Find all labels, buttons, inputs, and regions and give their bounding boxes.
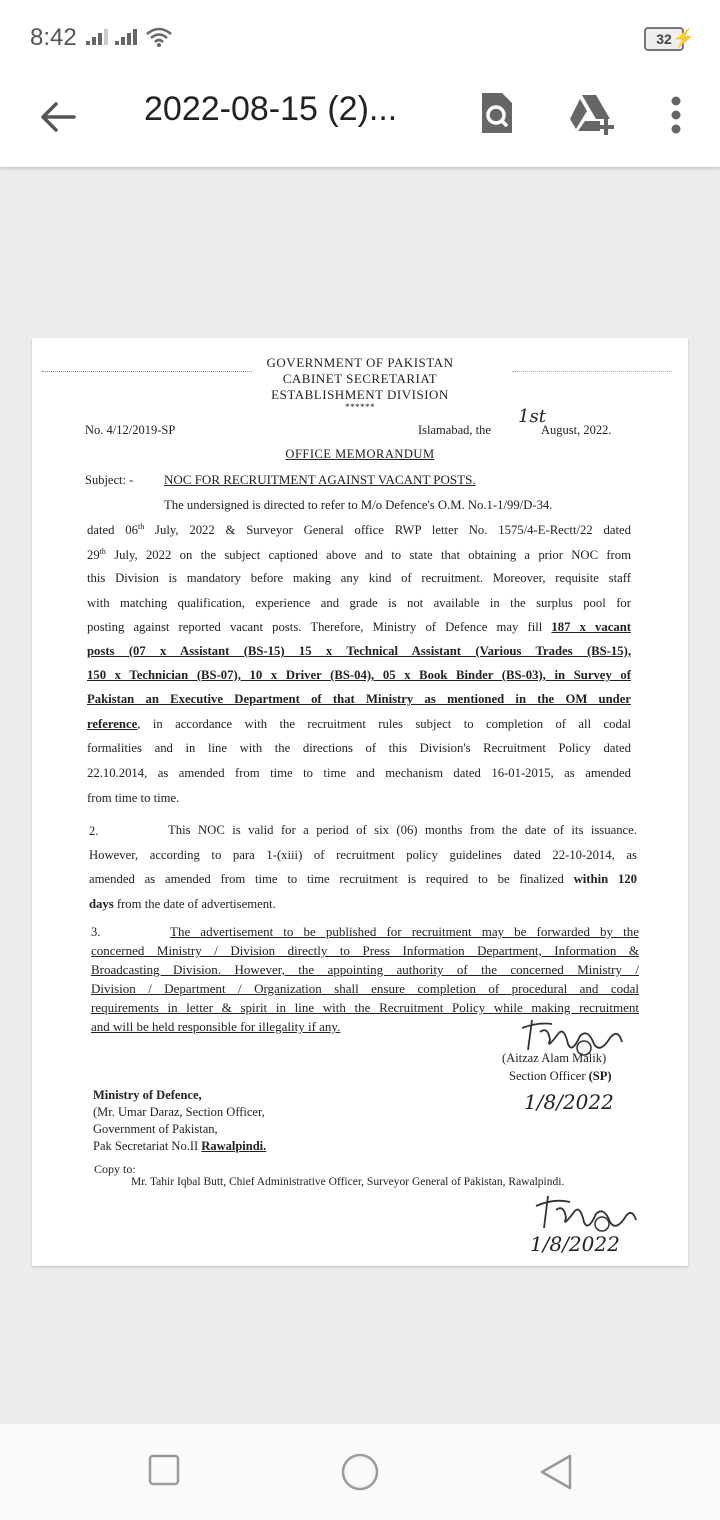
- p3-number: 3.: [91, 925, 101, 939]
- memo-title: OFFICE MEMORANDUM: [285, 447, 435, 461]
- signer-title: Section Officer (SP): [509, 1069, 612, 1083]
- google-drive-add-icon[interactable]: [568, 93, 618, 135]
- p1-line-8: 150 x Technician (BS-07), 10 x Driver (BS-04), 05 x Book Binder (BS-03), in Survey of: [87, 668, 631, 682]
- copy-to-recipient: Mr. Tahir Iqbal Butt, Chief Administrative Officer, Surveyor General of Pakistan, Rawalpindi.: [131, 1176, 565, 1188]
- navigation-bar: [0, 1424, 720, 1520]
- signature-image-2: [532, 1192, 642, 1236]
- signature-date: 1/8/2022: [524, 1090, 614, 1114]
- p3-line-2: concerned Ministry / Division directly to Press Information Department, Information &: [91, 943, 639, 958]
- battery-indicator: 32: [644, 27, 684, 51]
- p3-line-3: Broadcasting Division. However, the appointing authority of the concerned Ministry /: [91, 962, 639, 977]
- addressee-government: Government of Pakistan,: [93, 1122, 218, 1136]
- p3-line-6: and will be held responsible for illegality if any.: [91, 1019, 341, 1034]
- p1-line-11: formalities and in line with the directions of this Division's Recruitment Policy dated: [87, 741, 631, 755]
- handwritten-date: 1st: [518, 406, 546, 427]
- p1-line-4: this Division is mandatory before making any kind of recruitment. Moreover, requisite staff: [87, 571, 631, 585]
- more-options-icon[interactable]: [670, 95, 682, 135]
- subject-label: Subject: -: [85, 473, 134, 487]
- addressee-block: [93, 1087, 266, 1155]
- header-stars: ******: [345, 402, 375, 412]
- p1-line-9: Pakistan an Executive Department of that Ministry as mentioned in the OM under: [87, 692, 631, 706]
- header-cabinet: CABINET SECRETARIAT: [282, 371, 438, 386]
- p1-line-7: posts (07 x Assistant (BS-15) 15 x Technical Assistant (Various Trades (BS-15),: [87, 644, 631, 658]
- back-arrow-icon[interactable]: [36, 95, 80, 139]
- document-date: August, 2022.: [541, 423, 612, 437]
- wifi-icon: [145, 26, 173, 48]
- p1-line-2: dated 06th July, 2022 & Surveyor General office RWP letter No. 1575/4-E-Rectt/22 dated: [87, 522, 631, 538]
- p1-line-10: reference, in accordance with the recruitment rules subject to completion of all codal: [87, 717, 631, 731]
- back-nav-icon[interactable]: [538, 1452, 574, 1492]
- signal-icon: [86, 28, 112, 46]
- copy-to-label: Copy to:: [94, 1162, 136, 1176]
- p3-line-4: Division / Department / Organization shall ensure completion of procedural and codal: [91, 981, 639, 996]
- document-title: 2022-08-15 (2)...: [144, 90, 398, 128]
- p3-line-5: requirements in letter & spirit in line with the Recruitment Policy while making recruitment: [91, 1000, 639, 1015]
- home-icon[interactable]: [340, 1452, 380, 1492]
- p1-line-3: 29th July, 2022 on the subject captioned above and to state that obtaining a prior NOC from: [87, 547, 631, 563]
- addressee-ministry: Ministry of Defence,: [93, 1088, 202, 1102]
- charging-icon: ⚡: [672, 28, 695, 48]
- p3-line-1: The advertisement to be published for recruitment may be forwarded by the: [170, 924, 639, 939]
- document-number: No. 4/12/2019-SP: [85, 423, 176, 437]
- recent-apps-icon[interactable]: [148, 1454, 180, 1486]
- signature-date-2: 1/8/2022: [530, 1232, 620, 1256]
- p2-number: 2.: [89, 824, 99, 838]
- addressee-officer: (Mr. Umar Daraz, Section Officer,: [93, 1105, 265, 1119]
- addressee-secretariat: Pak Secretariat No.II Rawalpindi.: [93, 1139, 267, 1153]
- subject-text: NOC FOR RECRUITMENT AGAINST VACANT POSTS.: [164, 472, 476, 487]
- p2-line-2: However, according to para 1-(xiii) of recruitment policy guidelines dated 22-10-2014, as: [89, 848, 637, 862]
- app-bar: [0, 75, 720, 167]
- p2-line-3: amended as amended from time to time recruitment is required to be finalized within 120: [89, 872, 637, 886]
- status-time: 8:42: [30, 24, 77, 51]
- p1-line-5: with matching qualification, experience and grade is not available in the surplus pool for: [87, 596, 631, 610]
- status-bar: [0, 0, 720, 75]
- search-document-icon[interactable]: [478, 91, 514, 137]
- p1-line-1: The undersigned is directed to refer to M/o Defence's O.M. No.1-1/99/D-34.: [164, 498, 553, 512]
- signer-name: (Aitzaz Alam Malik): [502, 1051, 607, 1065]
- signal-icon-2: [115, 28, 141, 46]
- document-page[interactable]: [32, 338, 688, 1266]
- p2-line-4: days from the date of advertisement.: [89, 897, 276, 911]
- p1-line-13: from time to time.: [87, 791, 180, 805]
- header-government: GOVERNMENT OF PAKISTAN: [266, 355, 454, 370]
- p1-line-6: posting against reported vacant posts. Therefore, Ministry of Defence may fill 187 x vacant: [87, 620, 631, 634]
- p1-line-12: 22.10.2014, as amended from time to time and mechanism dated 16-01-2015, as amended: [87, 766, 631, 780]
- p2-line-1: This NOC is valid for a period of six (06) months from the date of its issuance.: [168, 823, 637, 837]
- header-division: ESTABLISHMENT DIVISION: [271, 387, 449, 402]
- document-place: Islamabad, the: [418, 423, 491, 437]
